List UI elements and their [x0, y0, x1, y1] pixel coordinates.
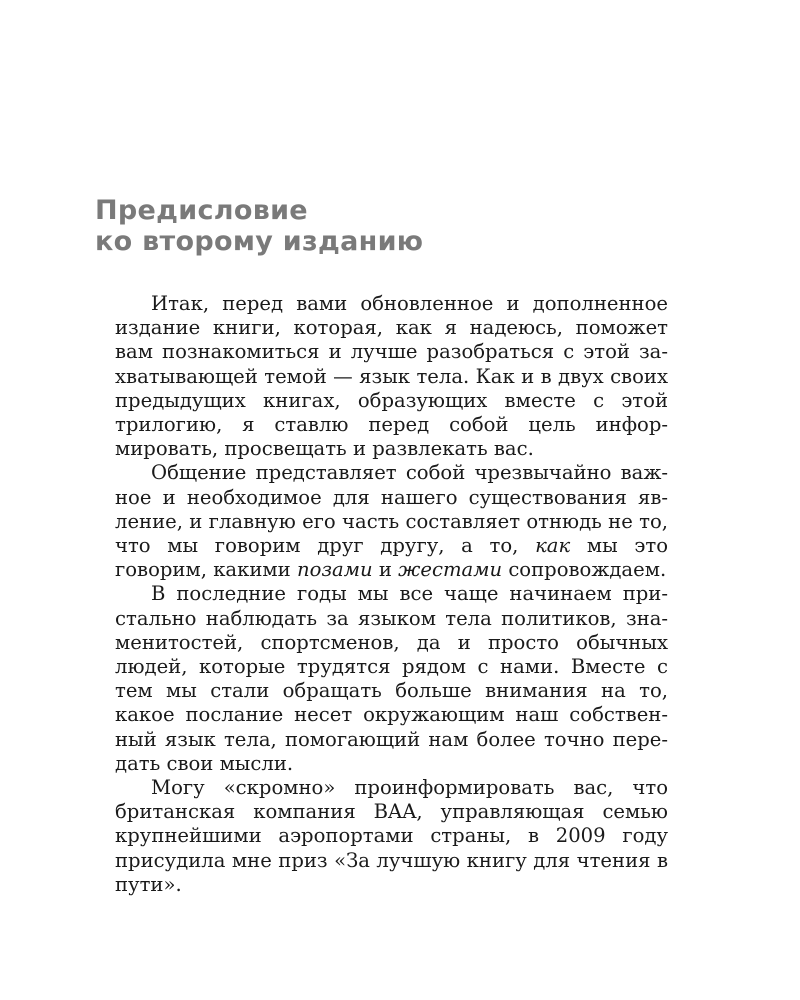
- paragraph-3: [115, 582, 668, 776]
- italic-word-zhestami: жестами: [398, 558, 503, 582]
- italic-word-kak: как: [535, 534, 571, 558]
- chapter-heading-line-2: ко второму изданию: [95, 226, 424, 257]
- italic-word-pozami: позами: [296, 558, 373, 582]
- paragraph-2: [115, 461, 668, 582]
- paragraph-run: Могу «скромно» проинформировать вас, что британская компания BAA, управляющая семью крупнейшими аэропортами страны, в 2009 году присудила мне приз «За лучшую книгу для чтения в пути».: [115, 776, 668, 896]
- paragraph-run: Общение представляет собой чрезвычайно важное и необходимое для нашего существования явление, и главную его часть составляет отнюдь не то, что мы говорим друг другу, а то,: [115, 461, 668, 558]
- chapter-heading: [95, 195, 423, 257]
- paragraph-run: Итак, перед вами обновленное и дополненное издание книги, которая, как я надеюсь, поможет вам познакомиться и лучше разобраться с этой захватывающей темой — язык тела. Как и в двух своих предыдущих книгах, образующих вместе с этой трилогию, я ставлю перед собой цель информировать, просвещать и развлекать вас.: [115, 292, 668, 461]
- paragraph-1: [115, 292, 668, 461]
- paragraph-run: сопровождаем.: [502, 558, 667, 582]
- paragraph-run: В последние годы мы все чаще начинаем пристально наблюдать за языком тела политиков, знаменитостей, спортсменов, да и просто обычных людей, которые трудятся рядом с нами. Вместе с тем мы стали обращать больше внимания на то, какое послание несет окружающим наш собственный язык тела, помогающий нам более точно передать свои мысли.: [115, 582, 668, 775]
- body-text: [115, 292, 668, 897]
- paragraph-4: [115, 776, 668, 897]
- paragraph-run: и: [372, 558, 399, 582]
- chapter-heading-line-1: Предисловие: [95, 195, 308, 226]
- paragraph-run: мы это говорим, какими: [115, 534, 668, 582]
